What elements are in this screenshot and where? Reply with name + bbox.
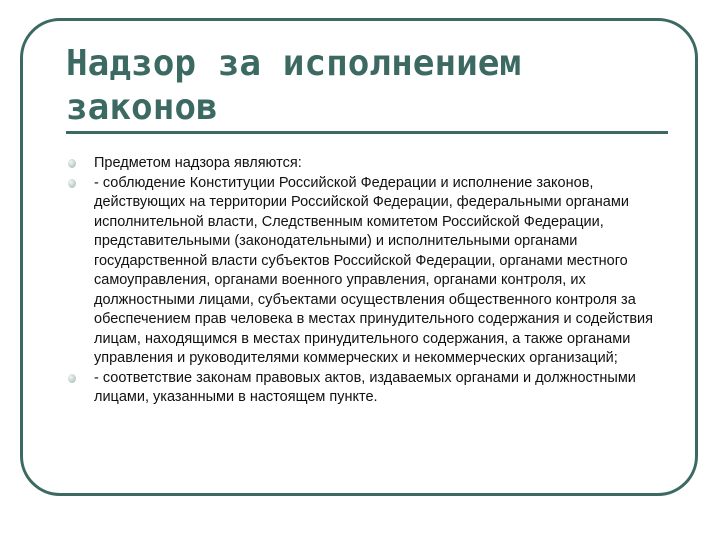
circle-bullet-icon — [68, 159, 76, 168]
list-item-text: - соответствие законам правовых актов, издаваемых органами и должностными лицами, указанными в настоящем пункте. — [94, 369, 636, 405]
circle-bullet-icon — [68, 179, 76, 188]
bullet-list — [66, 154, 666, 408]
slide-title: Надзор за исполнением законов — [66, 43, 522, 128]
list-item — [66, 369, 666, 408]
list-item-text: Предметом надзора являются: — [94, 155, 302, 171]
list-item-text: - соблюдение Конституции Российской Федерации и исполнение законов, действующих на территории Российской Федерации, федеральными органами исполнительной власти, Следственным комитетом Российской Федерации, представительными (законодательными) и исполнительными органами государственной власти субъектов Российской Федерации, органами местного самоуправления, органами военного управления, органами контроля, их должностными лицами, субъектами осуществления общественного контроля за обеспечением прав человека в местах принудительного содержания и содействия лицам, находящимся в местах принудительного содержания, а также органами управления и руководителями коммерческих и некоммерческих организаций; — [94, 174, 653, 366]
circle-bullet-icon — [68, 374, 76, 383]
list-item — [66, 154, 666, 174]
list-item — [66, 174, 666, 369]
title-divider — [66, 131, 668, 134]
